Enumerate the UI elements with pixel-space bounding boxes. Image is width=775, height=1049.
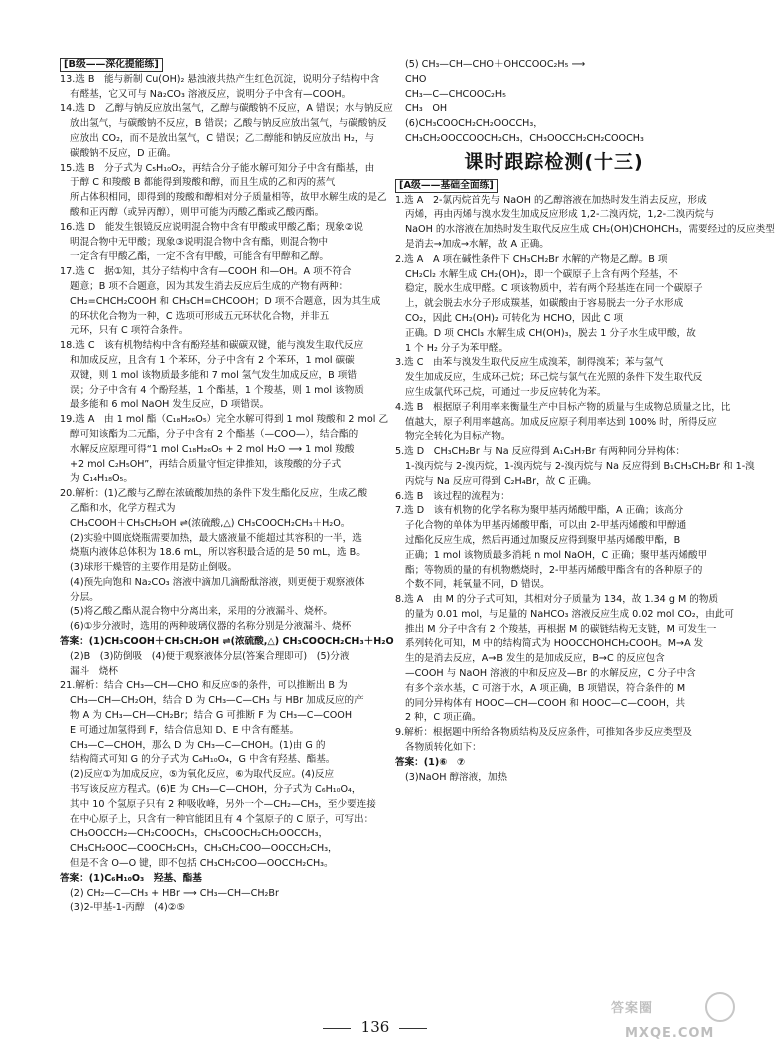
right-column-top-answers xyxy=(395,58,713,147)
left-column-line: CH₃OOCCH₂—CH₂COOCH₃，CH₃COOCH₂CH₂OOCCH₃， xyxy=(70,828,329,840)
right-column-line: 正确；1 mol 该物质最多消耗 n mol NaOH，C 正确；聚甲基丙烯酸甲 xyxy=(405,549,708,561)
left-column-line: 乙酯和水，化学方程式为 xyxy=(70,502,176,514)
left-column-line: 21.解析：结合 CH₃—CH—CHO 和反应⑤的条件，可以推断出 B 为 xyxy=(60,680,348,692)
right-column-line: 是消去→加成→水解，故 A 正确。 xyxy=(405,238,549,250)
left-column-line: 13.选 B 能与新制 Cu(OH)₂ 悬浊液共热产生红色沉淀，说明分子结构中含 xyxy=(60,73,380,85)
left-column-line: 应放出 CO₂，而不是放出氢气，C 错误；乙二醇能和钠反应放出 H₂，与 xyxy=(70,132,375,144)
right-column xyxy=(395,58,775,785)
right-column-line: 值越大，原子利用率越高。加成反应原子利用率达到 100% 时，所得反应 xyxy=(405,416,717,428)
right-column-line: 2.选 A A 项在碱性条件下 CH₃CH₂Br 水解的产物是乙醇。B 项 xyxy=(395,253,668,265)
left-column-line: CH₃—C—CHOH，那么 D 为 CH₃—C—CHOH。(1)由 G 的 xyxy=(70,739,326,751)
left-column-line: 碳酸钠不反应，D 正确。 xyxy=(70,147,177,159)
footer-dash-left xyxy=(323,1028,351,1029)
left-column-line: 和加成反应，且含有 1 个苯环，分子中含有 2 个苯环，1 mol 碳碳 xyxy=(70,354,355,366)
right-column-line: 的同分异构体有 HOOC—CH—COOH 和 HOOC—C—COOH，共 xyxy=(405,697,686,709)
left-column-line: (2) CH₂—C—CH₃ + HBr ⟶ CH₃—CH—CH₂Br xyxy=(70,887,279,899)
left-column-line: 15.选 B 分子式为 C₅H₁₀O₂，再结合分子能水解可知分子中含有酯基，由 xyxy=(60,162,375,174)
section-title-b: [B级——深化提能练] xyxy=(60,58,378,73)
right-column-line: 8.选 A 由 M 的分子式可知，其相对分子质量为 134，故 1.34 g M 的物质 xyxy=(395,594,719,606)
right-column-line: 发生加成反应，生成环己烷；环己烷与氯气在光照的条件下发生取代反 xyxy=(405,372,703,384)
page-number: 136 xyxy=(360,1018,390,1036)
right-column-line: 酯；等物质的量的有机物燃烧时，2-甲基丙烯酸甲酯含有的各种原子的 xyxy=(405,564,703,576)
left-column-line: 酸和正丙醇（或异丙醇），则甲可能为丙酸乙酯或乙酸丙酯。 xyxy=(70,206,325,218)
left-column-line: (4)预先向饱和 Na₂CO₃ 溶液中滴加几滴酚酞溶液，则更便于观察液体 xyxy=(70,576,365,588)
left-column-line: 在中心原子上，只含有一种官能团且有 4 个氢原子的 C 原子，可写出： xyxy=(70,813,374,825)
left-column-line: 漏斗 烧杯 xyxy=(70,665,118,677)
left-column-line: 结构简式可知 G 的分子式为 C₆H₁₀O₄，G 中含有羟基、酯基。 xyxy=(70,754,336,766)
right-column-line: 子化合物的单体为甲基丙烯酸甲酯，可以由 2-甲基丙烯酸和甲醇通 xyxy=(405,520,687,532)
right-column-line: NaOH 的水溶液在加热时发生取代反应生成 CH₂(OH)CHOHCH₃，需要经过的反应类型 xyxy=(405,224,775,236)
left-column-line: (2)B (3)防倒吸 (4)便于观察液体分层(答案合理即可) (5)分液 xyxy=(70,650,350,662)
right-top-line: CH₃CH₂OOCCOOCH₂CH₃，CH₃OOCCH₂CH₂COOCH₃ xyxy=(405,132,644,144)
right-column-line: 应生成氯代环己烷，可通过一步反应转化为苯。 xyxy=(405,386,607,398)
left-column-line: (2)反应①为加成反应，⑤为氧化反应，⑥为取代反应。(4)反应 xyxy=(70,769,335,781)
left-column-line: CH₂=CHCH₂COOH 和 CH₃CH=CHCOOH；D 项不合题意，因为其生成 xyxy=(70,295,381,307)
left-column-line: CH₃—CH—CH₂OH，结合 D 为 CH₃—C—CH₃ 与 HBr 加成反应的产 xyxy=(70,695,364,707)
left-column-line: 双键，则 1 mol 该物质最多能和 7 mol 氢气发生加成反应，B 项错 xyxy=(70,369,357,381)
right-column-line: 丙烷与 Na 反应可得到 C₂H₄Br，故 C 正确。 xyxy=(405,475,597,487)
right-top-line: CH₃ OH xyxy=(405,103,448,115)
right-column-line: 2 种，C 项正确。 xyxy=(405,712,482,724)
right-column-line: 的量为 0.01 mol，与足量的 NaHCO₃ 溶液反应生成 0.02 mol CO₂，由此可 xyxy=(405,608,734,620)
left-column-line: 一定含有甲酸乙酯，一定不含有甲酸，可能含有甲醇和乙醇。 xyxy=(70,251,330,263)
section-title-a: [A级——基础全面练] xyxy=(395,179,713,194)
right-column-line: 稳定，脱水生成甲醛。C 项该物质中，若有两个羟基连在同一个碳原子 xyxy=(405,283,703,295)
left-column-line: +2 mol C₂H₅OH”，再结合质量守恒定律推知，该羧酸的分子式 xyxy=(70,458,342,470)
right-column-line: 4.选 B 根据原子利用率来衡量生产中目标产物的质量与生成物总质量之比，比 xyxy=(395,401,731,413)
right-column-line: 系列转化可知，M 中的结构简式为 HOOCCHOHCH₂COOH。M→A 发 xyxy=(405,638,704,650)
right-top-line: (5) CH₃—CH—CHO＋OHCCOOC₂H₅ ⟶ xyxy=(405,59,586,70)
right-column-line: 个数不同，耗氧量不同，D 错误。 xyxy=(405,579,550,591)
left-column-line: 题意；B 项不合题意，因为其发生消去反应后生成的产物有两种： xyxy=(70,280,349,292)
right-top-line: (6)CH₃COOCH₂CH₂OOCCH₃， xyxy=(405,118,543,130)
right-column-line: 生的是消去反应，A→B 发生的是加成反应，B→C 的反应包含 xyxy=(405,653,665,665)
left-column-line: 17.选 C 据①知，其分子结构中含有—COOH 和—OH。A 项不符合 xyxy=(60,266,352,278)
right-column-line: 9.解析：根据题中所给各物质结构及反应条件，可推知各步反应类型及 xyxy=(395,727,692,739)
left-column-line: 最多能和 6 mol NaOH 发生反应，D 项错误。 xyxy=(70,399,270,411)
left-column-line: 物 A 为 CH₃—CH—CH₂Br；结合 G 可推断 F 为 CH₃—C—COOH xyxy=(70,710,353,722)
left-column-line: 于醇 C 和羧酸 B 都能得到羧酸和醇，而且生成的乙和丙的蒸气 xyxy=(70,177,336,189)
watermark-seal-icon xyxy=(706,993,734,1021)
left-column-line: 14.选 D 乙醇与钠反应放出氢气，乙醇与碳酸钠不反应，A 错误；水与钠反应 xyxy=(60,103,393,115)
right-column-line: CH₂Cl₂ 水解生成 CH₂(OH)₂，即一个碳原子上含有两个羟基，不 xyxy=(405,268,678,280)
right-column-line: 上，就会脱去水分子形成羰基，如碳酸由于容易脱去一分子水形成 xyxy=(405,298,684,310)
left-column-line: (3)球形干燥管的主要作用是防止倒吸。 xyxy=(70,562,238,574)
watermark-top-text: 答案圈 xyxy=(611,1001,654,1016)
footer-dash-right xyxy=(399,1028,427,1029)
right-top-line: CH₃—C—CHCOOC₂H₅ xyxy=(405,88,506,100)
right-column-line: 物完全转化为目标产物。 xyxy=(405,431,511,443)
right-column-line: 答案：(1)⑥ ⑦ xyxy=(395,756,466,768)
left-column-line: 误；分子中含有 4 个酚羟基，1 个酯基，1 个羧基，则 1 mol 该物质 xyxy=(70,384,364,396)
right-column-line: 7.选 D 该有机物的化学名称为聚甲基丙烯酸甲酯，A 正确；该高分 xyxy=(395,505,684,517)
left-column-line: 所占体积相同，即得到的羧酸和醇相对分子质量相等，故甲水解生成的是乙 xyxy=(70,192,387,204)
left-column-line: 明混合物中无甲酸；现象③说明混合物中含有酯，则混合物中 xyxy=(70,236,329,248)
left-column-line: 烧瓶内液体总体积为 18.6 mL，所以容积最合适的是 50 mL，选 B。 xyxy=(70,547,366,559)
left-column-line: 分层。 xyxy=(70,591,99,603)
right-column-line: 各物质转化如下： xyxy=(405,742,482,754)
right-column-line: CO₂，因此 CH₂(OH)₂ 可转化为 HCHO，因此 C 项 xyxy=(405,312,624,324)
left-column-line: (3)2-甲基-1-丙醇 (4)②⑤ xyxy=(70,902,185,914)
watermark-bottom-text: MXQE.COM xyxy=(625,1026,715,1041)
left-column-line: 20.解析：(1)乙酸与乙醇在浓硫酸加热的条件下发生酯化反应，生成乙酸 xyxy=(60,488,368,500)
left-column-line: (2)实验中圆底烧瓶需要加热，最大盛液量不能超过其容积的一半，选 xyxy=(70,532,362,544)
left-column-line: 答案：(1)CH₃COOH＋CH₃CH₂OH ⇌(浓硫酸,△) CH₃COOCH₂CH₃＋H₂O xyxy=(60,636,394,648)
left-column-line: CH₃COOH＋CH₃CH₂OH ⇌(浓硫酸,△) CH₃COOCH₂CH₃＋H₂O。 xyxy=(70,517,351,529)
right-column-line: 过酯化反应生成，然后再通过加聚反应得到聚甲基丙烯酸甲酯，B xyxy=(405,534,681,546)
left-column-line: 醇可知该酯为二元酯，分子中含有 2 个酯基（—COO—），结合酯的 xyxy=(70,428,359,440)
left-column-line: 答案：(1)C₆H₁₀O₃ 羟基、酯基 xyxy=(60,872,202,884)
left-column-line: 16.选 D 能发生银镜反应说明混合物中含有甲酸或甲酸乙酯；现象②说 xyxy=(60,221,363,233)
left-column-line: 放出氢气，与碳酸钠不反应，B 错误；乙酸与钠反应放出氢气，与碳酸钠反 xyxy=(70,118,387,130)
left-column-line: 书写该反应方程式。(6)E 为 CH₃—C—CHOH，分子式为 C₆H₁₀O₄， xyxy=(70,784,362,796)
left-column-line: CH₃CH₂OOC—COOCH₂CH₃，CH₃CH₂COO—OOCCH₂CH₃， xyxy=(70,843,338,855)
left-column xyxy=(60,58,394,916)
right-column-line: 1 个 H₂ 分子为苯甲醛。 xyxy=(405,342,509,354)
right-column-line: 1.选 A 2-氯丙烷首先与 NaOH 的乙醇溶液在加热时发生消去反应，形成 xyxy=(395,194,707,206)
left-column-line: E 可通过加氢得到 F，结合信息知 D、E 中含有醛基。 xyxy=(70,724,300,736)
left-column-line: 有醛基，它又可与 Na₂CO₃ 溶液反应，说明分子中含有—COOH。 xyxy=(70,88,352,100)
left-column-line: 水解反应原理可得“1 mol C₁₈H₂₆O₅ + 2 mol H₂O ⟶ 1 mol 羧酸 xyxy=(70,443,355,455)
right-column-line: 丙烯，再由丙烯与溴水发生加成反应形成 1,2-二溴丙烷，1,2-二溴丙烷与 xyxy=(405,209,715,221)
left-column-text xyxy=(60,73,394,916)
right-column-line: 5.选 D CH₃CH₂Br 与 Na 反应得到 A₁C₃H₇Br 有两种同分异构体： xyxy=(395,446,685,458)
right-column-line: 推出 M 分子中含有 2 个羧基，再根据 M 的碳链结构无支链，M 可发生一 xyxy=(405,623,717,635)
lesson-title: 课时跟踪检测(十三) xyxy=(464,150,644,173)
left-column-line: 的环状化合物为一种，C 选项可形成五元环状化合物，并非五 xyxy=(70,310,330,322)
left-column-line: (5)将乙酸乙酯从混合物中分离出来，采用的分液漏斗、烧杯。 xyxy=(70,606,334,618)
right-column-line: 3.选 C 由苯与溴发生取代反应生成溴苯，制得溴苯；苯与氢气 xyxy=(395,357,664,369)
right-column-line: —COOH 与 NaOH 溶液的中和反应及—Br 的水解反应，C 分子中含 xyxy=(405,668,696,680)
right-top-line: CHO xyxy=(405,73,427,85)
right-column-line: (3)NaOH 醇溶液，加热 xyxy=(405,771,508,783)
left-column-line: 元环，只有 C 项符合条件。 xyxy=(70,325,189,337)
left-column-line: (6)①步分液时，选用的两种玻璃仪器的名称分别是分液漏斗、烧杯 xyxy=(70,621,352,633)
left-column-line: 但是不含 O—O 键，即不包括 CH₃CH₂COO—OOCCH₂CH₃。 xyxy=(70,858,334,870)
right-column-line: 6.选 B 该过程的流程为： xyxy=(395,490,510,502)
left-column-line: 18.选 C 该有机物结构中含有酚羟基和碳碳双键，能与溴发生取代反应 xyxy=(60,340,364,352)
left-column-line: 19.选 A 由 1 mol 酯（C₁₈H₂₆O₅）完全水解可得到 1 mol 羧酸和 2 mol 乙 xyxy=(60,414,389,426)
right-column-line: 1-溴丙烷与 2-溴丙烷，1-溴丙烷与 2-溴丙烷与 Na 反应得到 B₁CH₃CH₂Br 和 1-溴 xyxy=(405,460,755,472)
watermark-logo xyxy=(605,985,745,1045)
left-column-line: 其中 10 个氢原子只有 2 种吸收峰，另外一个—CH₂—CH₃，至少要连接 xyxy=(70,798,376,810)
right-column-line: 正确。D 项 CHCl₃ 水解生成 CH(OH)₃，脱去 1 分子水生成甲酸，故 xyxy=(405,327,696,339)
right-column-line: 有多个亲水基，C 可溶于水，A 项正确，B 项错误，符合条件的 M xyxy=(405,682,686,694)
right-column-text xyxy=(395,194,775,786)
left-column-line: 为 C₁₄H₁₈O₅。 xyxy=(70,473,133,485)
